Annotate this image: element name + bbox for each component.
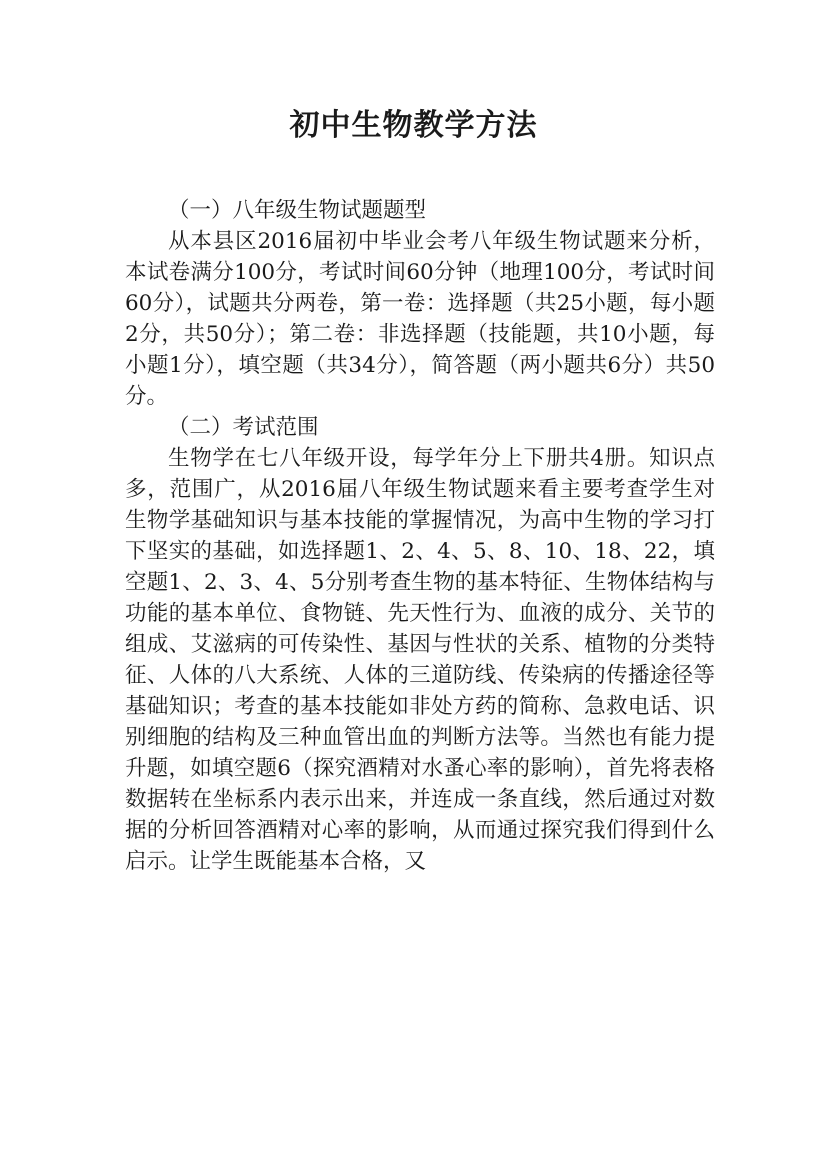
section-paragraph-1: 从本县区2016届初中毕业会考八年级生物试题来分析，本试卷满分100分，考试时间60分钟（地理100分，考试时间60分），试题共分两卷，第一卷：选择题（共25小题，每小题2分，共50分）；第二卷：非选择题（技能题，共10小题，每小题1分），填空题（共34分），简答题（两小题共6分）共50分。 <box>125 229 715 409</box>
document-title: 初中生物教学方法 <box>289 108 538 143</box>
section-heading-2: （二）考试范围 <box>168 415 319 440</box>
section-paragraph-2: 生物学在七八年级开设，每学年分上下册共4册。知识点多，范围广，从2016届八年级生物试题来看主要考查学生对生物学基础知识与基本技能的掌握情况，为高中生物的学习打下坚实的基础，如选择题1、2、4、5、8、10、18、22，填空题1、2、3、4、5分别考查生物的基本特征、生物体结构与功能的基本单位、食物链、先天性行为、血液的成分、关节的组成、艾滋病的可传染性、基因与性状的关系、植物的分类特征、人体的八大系统、人体的三道防线、传染病的传播途径等基础知识；考查的基本技能如非处方药的简称、急救电话、识别细胞的结构及三种血管出血的判断方法等。当然也有能力提升题，如填空题6（探究酒精对水蚤心率的影响），首先将表格数据转在坐标系内表示出来，并连成一条直线，然后通过对数据的分析回答酒精对心率的影响，从而通过探究我们得到什么启示。让学生既能基本合格，又 <box>125 446 715 874</box>
section-heading-1: （一）八年级生物试题题型 <box>168 198 427 223</box>
document-body <box>125 195 715 877</box>
